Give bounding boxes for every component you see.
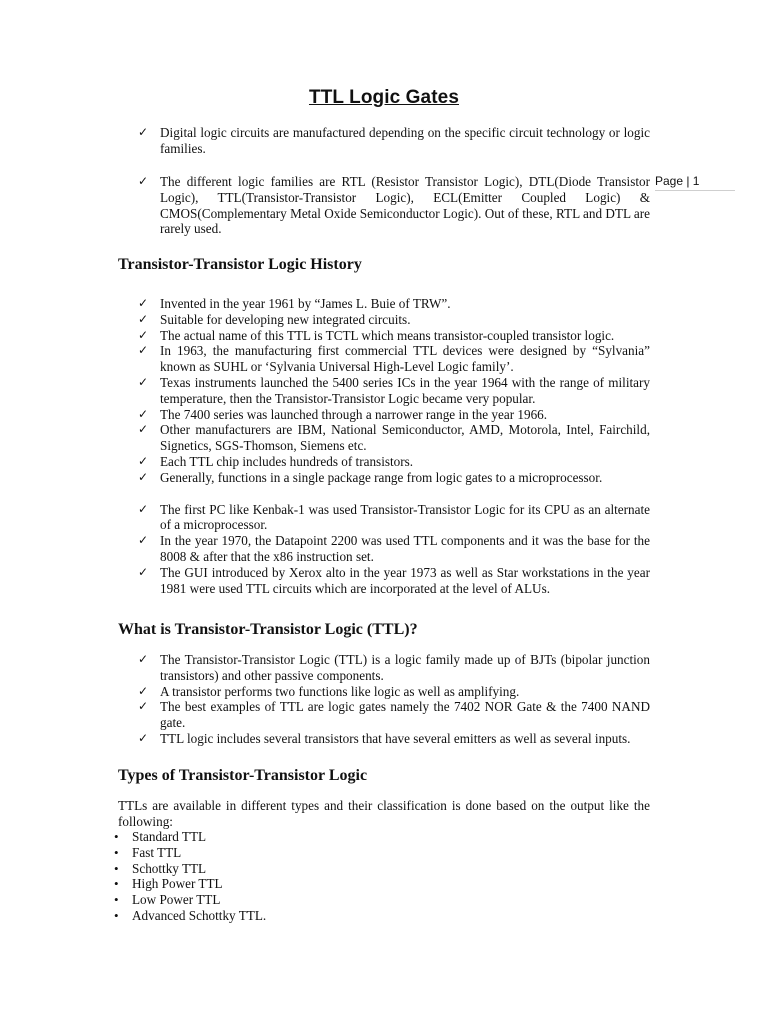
checkmark-icon: ✓ xyxy=(138,296,149,310)
list-item-text: The GUI introduced by Xerox alto in the year 1973 as well as Star workstations in the year 1981 were used TTL circuits which are incorporated at the level of ALUs. xyxy=(160,564,650,596)
bullet-icon: • xyxy=(114,892,119,908)
page-title: TTL Logic Gates xyxy=(308,87,459,108)
checkmark-icon: ✓ xyxy=(138,453,149,468)
list-item xyxy=(138,454,650,470)
intro-list-2 xyxy=(138,174,650,237)
list-item-text: Invented in the year 1961 by “James L. Buie of TRW”. xyxy=(160,296,451,311)
list-item-text: A transistor performs two functions like logic as well as amplifying. xyxy=(160,683,520,699)
list-item xyxy=(114,845,414,861)
list-item-text: Generally, functions in a single package range from logic gates to a microprocessor. xyxy=(160,469,603,485)
list-item-text: Low Power TTL xyxy=(132,892,221,908)
bullet-icon: • xyxy=(114,860,119,876)
list-item xyxy=(138,699,650,731)
bullet-icon: • xyxy=(114,907,119,923)
bullet-icon: • xyxy=(114,876,119,892)
list-item xyxy=(138,684,650,700)
intro-list xyxy=(138,125,650,157)
list-item-text: The 7400 series was launched through a narrower range in the year 1966. xyxy=(160,406,548,422)
checkmark-icon: ✓ xyxy=(138,311,149,326)
checkmark-icon: ✓ xyxy=(138,699,149,714)
list-item-text: The best examples of TTL are logic gates namely the 7402 NOR Gate & the 7400 NAND gate. xyxy=(160,699,650,731)
section-heading-what: What is Transistor-Transistor Logic (TTL)? xyxy=(118,621,418,638)
list-item-text: The first PC like Kenbak-1 was used Transistor-Transistor Logic for its CPU as an alternate of a microprocessor. xyxy=(160,501,650,533)
list-item xyxy=(138,422,650,454)
list-item-text: Schottky TTL xyxy=(132,860,207,876)
list-item-text: Other manufacturers are IBM, National Semiconductor, AMD, Motorola, Intel, Fairchild, Signetics, SGS-Thomson, Siemens etc. xyxy=(160,422,650,454)
checkmark-icon: ✓ xyxy=(138,730,149,745)
section-heading-history: Transistor-Transistor Logic History xyxy=(118,256,362,273)
list-item xyxy=(114,829,414,845)
list-item xyxy=(138,407,650,423)
list-item-text: The different logic families are RTL (Resistor Transistor Logic), DTL(Diode Transistor Logic), TTL(Transistor-Transistor Logic), ECL(Emitter Coupled Logic) & CMOS(Complementary Metal Oxide Semiconductor Logic). Out of these, RTL and DTL are rarely used. xyxy=(160,174,650,237)
list-item xyxy=(114,908,414,924)
checkmark-icon: ✓ xyxy=(138,422,149,437)
checkmark-icon: ✓ xyxy=(138,683,149,698)
checkmark-icon: ✓ xyxy=(138,374,149,389)
bullet-icon: • xyxy=(114,829,119,844)
list-item xyxy=(138,328,650,344)
types-list xyxy=(114,829,414,924)
checkmark-icon: ✓ xyxy=(138,327,149,342)
list-item-text: The actual name of this TTL is TCTL which means transistor-coupled transistor logic. xyxy=(160,327,615,343)
list-item-text: Suitable for developing new integrated circuits. xyxy=(160,311,411,327)
list-item-text: Fast TTL xyxy=(132,844,182,860)
checkmark-icon: ✓ xyxy=(138,564,149,579)
list-item xyxy=(114,892,414,908)
list-item xyxy=(138,312,650,328)
list-item-text: Each TTL chip includes hundreds of transistors. xyxy=(160,453,414,469)
list-item-text: The Transistor-Transistor Logic (TTL) is a logic family made up of BJTs (bipolar junction transistors) and other passive components. xyxy=(160,652,650,683)
list-item-text: Digital logic circuits are manufactured depending on the specific circuit technology or logic families. xyxy=(160,125,650,156)
list-item xyxy=(114,861,414,877)
list-item xyxy=(138,174,650,237)
list-item-text: Texas instruments launched the 5400 series ICs in the year 1964 with the range of military temperature, then the Transistor-Transistor Logic became very popular. xyxy=(160,374,650,406)
bullet-icon: • xyxy=(114,844,119,860)
list-item-text: In 1963, the manufacturing first commercial TTL devices were designed by “Sylvania” known as SUHL or ‘Sylvania Universal High-Level Logic family’. xyxy=(160,343,650,375)
checkmark-icon: ✓ xyxy=(138,125,149,139)
checkmark-icon: ✓ xyxy=(138,343,149,358)
list-item xyxy=(138,296,650,312)
types-paragraph: TTLs are available in different types and their classification is done based on the output like the following: xyxy=(118,798,650,829)
checkmark-icon: ✓ xyxy=(138,406,149,421)
list-item xyxy=(138,125,650,157)
list-item-text: Advanced Schottky TTL. xyxy=(132,907,267,923)
list-item xyxy=(138,731,650,747)
checkmark-icon: ✓ xyxy=(138,501,149,516)
list-item xyxy=(138,502,650,534)
list-item xyxy=(138,343,650,375)
list-item xyxy=(138,470,650,486)
checkmark-icon: ✓ xyxy=(138,533,149,548)
list-item xyxy=(138,533,650,565)
list-item-text: Standard TTL xyxy=(132,829,207,844)
page-number: Page | 1 xyxy=(655,174,735,191)
history-list xyxy=(138,296,650,596)
section-heading-types: Types of Transistor-Transistor Logic xyxy=(118,767,368,784)
list-item xyxy=(138,565,650,597)
list-item xyxy=(138,375,650,407)
list-item-text: High Power TTL xyxy=(132,876,223,892)
list-item-text: In the year 1970, the Datapoint 2200 was used TTL components and it was the base for the 8008 & after that the x86 instruction set. xyxy=(160,533,650,564)
list-item xyxy=(138,652,650,684)
checkmark-icon: ✓ xyxy=(138,469,149,484)
list-item-text: TTL logic includes several transistors that have several emitters as well as several inputs. xyxy=(160,730,631,746)
checkmark-icon: ✓ xyxy=(138,652,149,666)
list-item xyxy=(114,876,414,892)
checkmark-icon: ✓ xyxy=(138,174,149,188)
what-list xyxy=(138,652,650,747)
